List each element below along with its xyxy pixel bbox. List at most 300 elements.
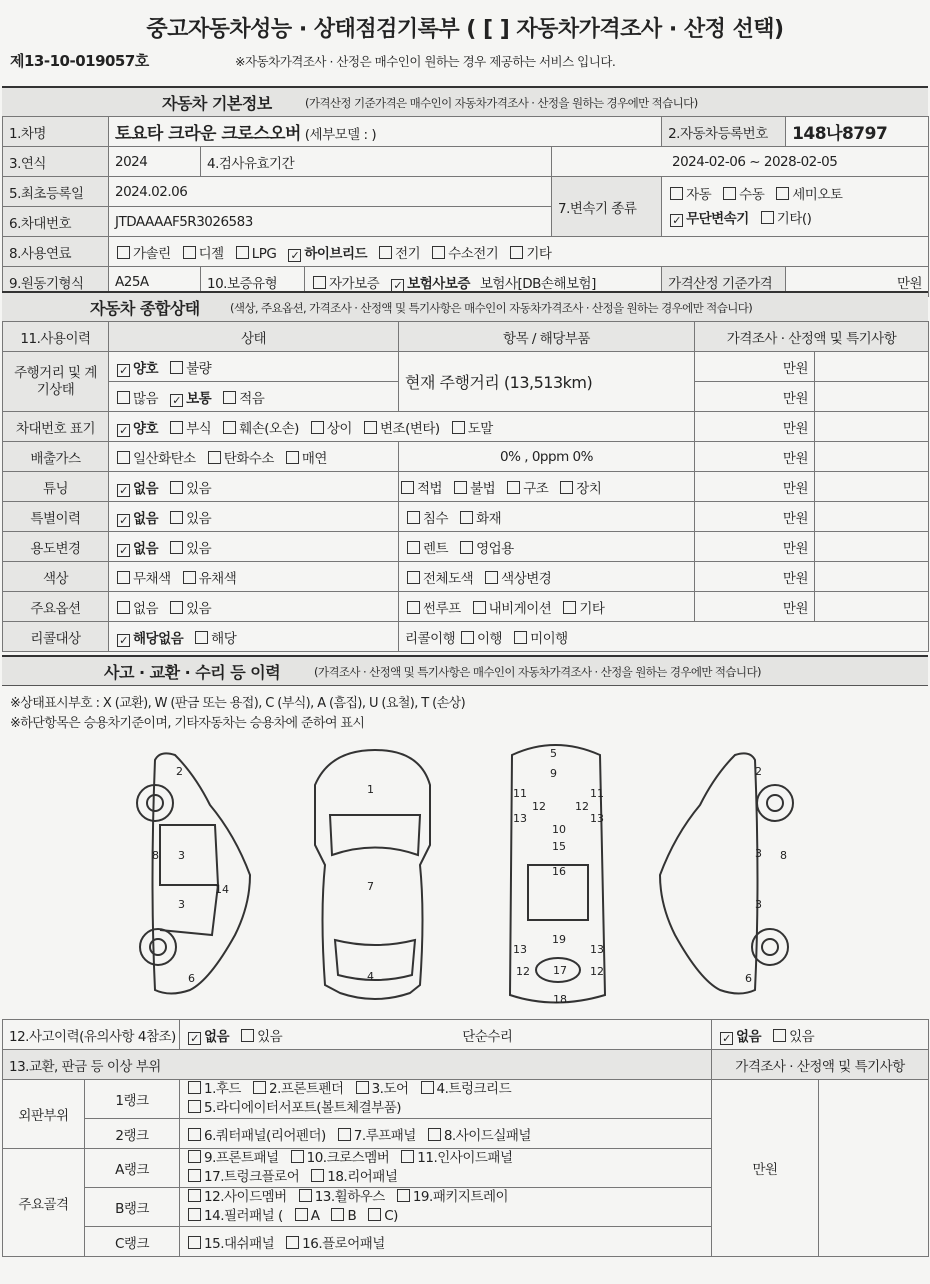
checkbox[interactable] [313,276,326,289]
rankB-label: B랭크 [85,1188,180,1227]
option-1[interactable] [181,567,237,587]
option-label: 무채색 [133,570,171,587]
option-1[interactable] [168,417,211,437]
option-label: 있음 [789,1028,815,1045]
option-1[interactable] [181,242,224,262]
option-1[interactable] [471,597,552,617]
option-label: 유채색 [198,570,237,587]
checkbox[interactable] [338,1128,351,1141]
option-4[interactable] [759,207,812,231]
svg-text:16: 16 [552,865,566,878]
checkbox[interactable] [170,361,183,374]
checkbox[interactable] [407,571,420,584]
option-0[interactable] [186,1099,401,1118]
checkbox[interactable] [510,246,523,259]
checkbox[interactable] [670,187,683,200]
option-pillar-1[interactable]: A [293,1207,320,1226]
checkbox[interactable] [311,1169,324,1182]
option-label: 16.플로어패널 [302,1235,385,1252]
vin-label: 6.차대번호 [3,207,109,237]
checkbox[interactable] [188,1128,201,1141]
option-pillar-3[interactable]: C) [366,1207,398,1226]
option-label: 없음 [133,600,159,617]
checkbox[interactable] [183,246,196,259]
checkbox[interactable] [170,601,183,614]
checkbox[interactable] [223,391,236,404]
option-1[interactable] [458,507,501,527]
checkbox[interactable] [776,187,789,200]
checkbox[interactable] [188,1169,201,1182]
option-0[interactable] [405,537,448,557]
price-header: 가격조사 · 산정액 및 특기사항 [695,322,929,352]
base-price-unit: 만원 [786,267,929,297]
option-0[interactable] [115,597,158,617]
option-2[interactable] [399,1149,512,1168]
option-label: 있음 [257,1028,283,1045]
section-title: 사고 · 교환 · 수리 등 이력 [104,663,281,682]
option-label: 썬루프 [423,600,461,617]
first-reg-label: 5.최초등록일 [3,177,109,207]
option-label: 양호 [133,420,159,437]
option-3[interactable] [558,477,601,497]
checkbox[interactable] [379,246,392,259]
rank2-items [180,1119,712,1149]
option-0[interactable] [186,1080,241,1099]
svg-text:1: 1 [367,783,374,796]
option-0[interactable] [115,242,171,262]
option-label: 3.도어 [371,1081,409,1097]
option-1[interactable] [389,272,470,292]
option-label: 18.리어패널 [327,1169,398,1185]
checkbox[interactable] [507,481,520,494]
checkbox[interactable] [311,421,324,434]
option-4[interactable] [362,417,440,437]
outer-panel-label: 외판부위 [3,1080,85,1149]
section-title: 자동차 기본정보 [162,94,272,113]
recall-options [109,622,399,652]
color-label: 색상 [3,562,109,592]
state-header: 상태 [109,322,399,352]
main-frame-label: 주요골격 [3,1149,85,1257]
option-label: 무단변속기 [686,210,749,227]
option-label: 2.프론트펜더 [268,1081,344,1097]
checkbox[interactable] [460,511,473,524]
rankC-label: C랭크 [85,1227,180,1257]
car-name-label: 1.차명 [3,117,109,147]
rank2-label: 2랭크 [85,1119,180,1149]
option-1[interactable] [297,1188,385,1207]
transmission-label: 7.변속기 종류 [552,177,662,237]
option-1[interactable] [168,537,211,557]
checkbox[interactable] [461,631,474,644]
status-symbol-legend: ※상태표시부호 : X (교환), W (판금 또는 용접), C (부식), A (흠집), U (요철), T (손상) [10,696,466,711]
option-1[interactable] [289,1149,390,1168]
checkbox[interactable] [407,541,420,554]
odometer-label: 주행거리 및 계기상태 [3,352,109,412]
option-0[interactable] [115,387,158,407]
option-pillar[interactable]: 14.필러패널 ( [186,1207,283,1226]
accident-table [2,1019,929,1257]
option-5[interactable] [430,242,498,262]
transmission-options [662,177,929,237]
checkbox[interactable] [432,246,445,259]
checkbox[interactable] [117,571,130,584]
option-label: 도말 [467,420,493,437]
price-unit: 만원 [695,532,815,562]
checkbox[interactable]: ✓ [117,364,130,377]
option-label: 자가보증 [329,275,380,292]
svg-text:18: 18 [553,993,567,1006]
checkbox[interactable] [291,1150,304,1163]
status-table [2,321,929,652]
option-label: 화재 [476,510,502,527]
option-1[interactable] [239,1025,282,1045]
checkbox[interactable]: ✓ [117,544,130,557]
option-label: 디젤 [198,245,224,262]
checkbox[interactable] [428,1128,441,1141]
rank1-label: 1랭크 [85,1080,180,1119]
tuning-items [399,472,695,502]
option-0[interactable] [186,1168,299,1187]
checkbox[interactable] [295,1208,308,1221]
section-note: (색상, 주요옵션, 가격조사 · 산정액 및 특기사항은 매수인이 자동차가격조사 · 산정을 원하는 경우에만 적습니다) [230,301,753,315]
checkbox[interactable] [286,451,299,464]
option-0[interactable] [399,477,442,497]
option-label: 17.트렁크플로어 [204,1169,300,1185]
svg-text:2: 2 [176,765,183,778]
option-label: 영업용 [476,540,514,557]
checkbox[interactable] [208,451,221,464]
option-1[interactable] [284,1232,385,1252]
color-items [399,562,695,592]
checkbox[interactable] [183,571,196,584]
checkbox[interactable] [401,1150,414,1163]
checkbox[interactable]: ✓ [288,249,301,262]
option-0[interactable] [115,627,183,647]
option-1[interactable] [721,183,764,207]
svg-text:5: 5 [550,747,557,760]
insurer: 보험사[DB손해보험] [479,275,596,292]
svg-text:17: 17 [553,964,567,977]
option-2[interactable] [774,183,842,207]
checkbox[interactable] [473,601,486,614]
odometer-state-1 [109,352,399,382]
option-label: 미이행 [530,630,568,647]
option-0[interactable] [115,447,196,467]
checkbox[interactable] [407,511,420,524]
year-label: 3.연식 [3,147,109,177]
checkbox[interactable] [188,1208,201,1221]
option-2[interactable] [284,447,327,467]
section-overall-status [2,291,928,322]
checkbox[interactable] [117,391,130,404]
checkbox[interactable] [401,481,414,494]
option-label: 10.크로스멤버 [306,1150,390,1166]
option-0[interactable] [115,477,158,497]
checkbox[interactable] [421,1081,434,1094]
svg-text:3: 3 [178,898,185,911]
reg-no: 148나8797 [792,124,888,144]
car-name: 토요타 크라운 크로스오버 [115,124,301,144]
engine: A25A [109,267,201,297]
option-1[interactable] [168,387,211,407]
exchange-parts-label: 13.교환, 판금 등 이상 부위 [3,1050,712,1080]
right-side-outline [660,753,758,993]
checkbox[interactable] [253,1081,266,1094]
svg-text:11: 11 [513,787,527,800]
checkbox[interactable]: ✓ [391,279,404,292]
exchange-price-header: 가격조사 · 산정액 및 특기사항 [712,1050,929,1080]
option-1[interactable] [309,1168,397,1187]
svg-text:13: 13 [590,943,604,956]
checkbox[interactable] [241,1029,254,1042]
option-2[interactable] [234,246,277,262]
checkbox[interactable] [331,1208,344,1221]
option-4[interactable] [377,242,420,262]
checkbox[interactable] [117,246,130,259]
option-0[interactable] [459,627,502,647]
option-label: 13.휠하우스 [314,1189,385,1205]
svg-text:13: 13 [513,812,527,825]
option-1[interactable] [771,1025,814,1045]
option-label: 기타 [526,245,552,262]
checkbox[interactable]: ✓ [117,514,130,527]
option-0[interactable] [311,272,379,292]
option-label: 렌트 [423,540,449,557]
svg-text:10: 10 [552,823,566,836]
checkbox[interactable] [723,187,736,200]
option-2[interactable] [221,417,299,437]
section-accident-history [2,655,928,686]
price-unit: 만원 [695,592,815,622]
svg-text:3: 3 [178,849,185,862]
option-3[interactable] [419,1080,512,1099]
vehicle-standard-note: ※하단항목은 승용차기준이며, 기타자동차는 승용차에 준하여 표시 [10,716,365,731]
svg-text:7: 7 [367,880,374,893]
main-options-items [399,592,695,622]
option-0[interactable] [115,567,171,587]
option-2[interactable] [354,1080,409,1099]
usage-change-options [109,532,399,562]
checkbox[interactable] [364,421,377,434]
option-label: 해당 [211,630,237,647]
checkbox[interactable] [299,1189,312,1202]
item-header: 항목 / 해당부품 [399,322,695,352]
option-label: 불법 [470,480,496,497]
checkbox[interactable]: ✓ [720,1032,733,1045]
rankA-label: A랭크 [85,1149,180,1188]
checkbox[interactable] [397,1189,410,1202]
reg-no-label: 2.자동차등록번호 [662,117,786,147]
checkbox[interactable] [188,1236,201,1249]
rankB-items [180,1188,712,1227]
svg-text:2: 2 [755,765,762,778]
checkbox[interactable] [117,451,130,464]
checkbox[interactable] [452,421,465,434]
svg-text:13: 13 [590,812,604,825]
option-2[interactable] [426,1124,531,1144]
option-label: 5.라디에이터서포트(볼트체결부품) [204,1100,402,1116]
document-number: 제13-10-019057호 [10,52,149,70]
emission-options [109,442,399,472]
checkbox[interactable] [773,1029,786,1042]
emission-label: 배출가스 [3,442,109,472]
usage-change-items [399,532,695,562]
option-1[interactable] [512,627,568,647]
price-unit: 만원 [695,382,815,412]
option-1[interactable] [336,1124,416,1144]
svg-text:19: 19 [552,933,566,946]
svg-text:6: 6 [745,972,752,985]
option-1[interactable] [206,447,274,467]
option-1[interactable] [452,477,495,497]
option-label: 있음 [186,510,212,527]
option-label: 적음 [239,390,265,407]
option-1[interactable] [193,627,236,647]
special-history-items [399,502,695,532]
option-3[interactable] [286,242,367,262]
option-0[interactable] [186,1149,279,1168]
option-0[interactable] [186,1188,287,1207]
option-5[interactable] [450,417,493,437]
option-label: 기타() [776,210,812,227]
option-label: 내비게이션 [488,600,552,617]
option-2[interactable] [561,597,604,617]
checkbox[interactable] [485,571,498,584]
option-0[interactable] [405,597,461,617]
service-notice: ※자동차가격조사 · 산정은 매수인이 원하는 경우 제공하는 서비스 입니다. [235,54,616,69]
option-label: LPG [251,245,277,262]
option-0[interactable] [115,507,158,527]
simple-repair-options [712,1020,929,1050]
option-1[interactable] [251,1080,344,1099]
option-1[interactable] [168,507,211,527]
checkbox[interactable] [454,481,467,494]
checkbox[interactable] [514,631,527,644]
option-2[interactable] [505,477,548,497]
checkbox[interactable]: ✓ [188,1032,201,1045]
option-2[interactable] [221,387,264,407]
option-0[interactable] [115,417,158,437]
option-label: 가솔린 [133,245,171,262]
checkbox[interactable] [195,631,208,644]
option-0[interactable] [405,567,473,587]
option-label: 7.루프패널 [353,1127,416,1144]
first-reg: 2024.02.06 [109,177,552,207]
checkbox[interactable] [117,601,130,614]
rear-left-wheel [140,929,176,965]
option-label: 11.인사이드패널 [417,1150,513,1166]
option-2[interactable] [395,1188,508,1207]
option-1[interactable] [168,597,211,617]
checkbox[interactable]: ✓ [670,214,683,227]
color-options [109,562,399,592]
accident-history-row [180,1020,712,1050]
checkbox[interactable] [563,601,576,614]
checkbox[interactable] [188,1081,201,1094]
option-1[interactable] [168,477,211,497]
option-6[interactable] [508,242,551,262]
option-0[interactable] [186,1232,274,1252]
recall-impl-label: 리콜이행 [405,630,456,647]
checkbox[interactable] [223,421,236,434]
checkbox[interactable] [170,541,183,554]
option-label: 보험사보증 [407,275,470,292]
option-0[interactable] [718,1025,761,1045]
option-label: 부식 [186,420,212,437]
option-1[interactable] [168,357,211,377]
option-label: 4.트렁크리드 [436,1081,512,1097]
option-label: 훼손(오손) [239,420,299,437]
rankA-items [180,1149,712,1188]
svg-text:12: 12 [532,800,546,813]
option-0[interactable] [186,1025,229,1045]
engine-label: 9.원동기형식 [3,267,109,297]
checkbox[interactable] [560,481,573,494]
exchange-price-unit: 만원 [712,1080,819,1257]
option-3[interactable] [668,207,749,231]
front-left-wheel [137,785,173,821]
option-label: 1.후드 [204,1081,241,1097]
svg-text:12: 12 [590,965,604,978]
checkbox[interactable] [356,1081,369,1094]
option-1[interactable] [483,567,551,587]
vehicle-diagram [100,735,820,1020]
option-label: 수소전기 [448,245,499,262]
option-label: 6.쿼터패널(리어펜더) [204,1127,326,1144]
svg-text:13: 13 [513,943,527,956]
checkbox[interactable] [761,211,774,224]
rankC-items [180,1227,712,1257]
checkbox[interactable] [368,1208,381,1221]
option-0[interactable] [186,1124,326,1144]
accident-history-label: 12.사고이력(유의사항 4참조) [3,1020,180,1050]
checkbox[interactable] [188,1100,201,1113]
option-label: 없음 [133,480,159,497]
checkbox[interactable] [170,511,183,524]
option-label: 색상변경 [501,570,552,587]
option-0[interactable] [115,537,158,557]
checkbox[interactable] [170,481,183,494]
option-label: 침수 [423,510,449,527]
option-3[interactable] [309,417,352,437]
option-pillar-2[interactable]: B [329,1207,356,1226]
option-label: 장치 [576,480,602,497]
checkbox[interactable] [236,246,249,259]
svg-text:12: 12 [575,800,589,813]
checkbox[interactable]: ✓ [117,424,130,437]
checkbox[interactable] [286,1236,299,1249]
checkbox[interactable] [170,421,183,434]
option-label: 기타 [579,600,605,617]
checkbox[interactable] [407,601,420,614]
checkbox[interactable] [460,541,473,554]
option-label: 8.사이드실패널 [443,1127,531,1144]
option-0[interactable] [668,183,711,207]
checkbox[interactable]: ✓ [170,394,183,407]
option-0[interactable] [405,507,448,527]
option-0[interactable] [115,357,158,377]
checkbox[interactable] [188,1150,201,1163]
svg-text:14: 14 [215,883,229,896]
checkbox[interactable]: ✓ [117,634,130,647]
option-label: 불량 [186,360,212,377]
option-1[interactable] [458,537,514,557]
checkbox[interactable] [188,1189,201,1202]
svg-text:11: 11 [590,787,604,800]
checkbox[interactable]: ✓ [117,484,130,497]
main-options-options [109,592,399,622]
